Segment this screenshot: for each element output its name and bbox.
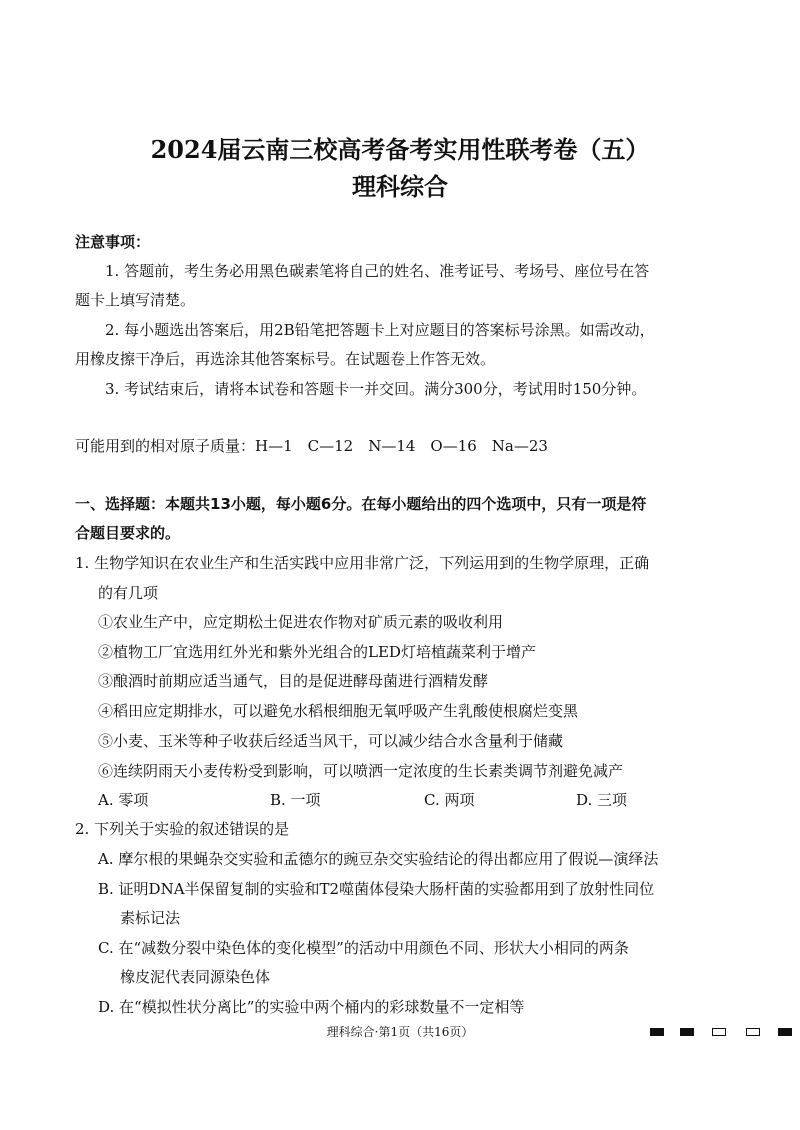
question-1-statement-1: ①农业生产中，应定期松土促进农作物对矿质元素的吸收利用 bbox=[98, 613, 504, 631]
question-1-statement-6: ⑥连续阴雨天小麦传粉受到影响，可以喷洒一定浓度的生长素类调节剂避免减产 bbox=[98, 762, 624, 780]
question-1-option-b: B. 一项 bbox=[270, 791, 321, 809]
atomic-masses: 可能用到的相对原子质量：H—1 C—12 N—14 O—16 Na—23 bbox=[75, 437, 548, 455]
question-1-statement-5: ⑤小麦、玉米等种子收获后经适当风干，可以减少结合水含量利于储藏 bbox=[98, 732, 564, 750]
question-1-option-a: A. 零项 bbox=[98, 791, 149, 809]
page-marker-filled bbox=[778, 1028, 792, 1036]
question-1-stem-line-2: 的有几项 bbox=[98, 584, 159, 602]
question-1-statement-4: ④稻田应定期排水，可以避免水稻根细胞无氧呼吸产生乳酸使根腐烂变黑 bbox=[98, 702, 579, 720]
question-2-option-c-line-1: C. 在“减数分裂中染色体的变化模型”的活动中用颜色不同、形状大小相同的两条 bbox=[98, 939, 629, 957]
page-marker-filled bbox=[680, 1028, 694, 1036]
question-1-statement-3: ③酿酒时前期应适当通气，目的是促进酵母菌进行酒精发酵 bbox=[98, 672, 489, 690]
question-1-stem-line-1: 1. 生物学知识在农业生产和生活实践中应用非常广泛，下列运用到的生物学原理，正确 bbox=[75, 554, 650, 572]
notice-heading: 注意事项： bbox=[75, 233, 151, 251]
exam-title: 2024届云南三校高考备考实用性联考卷（五） bbox=[150, 135, 650, 164]
question-2-option-b-line-2: 素标记法 bbox=[120, 909, 181, 927]
page-marker-empty bbox=[712, 1028, 726, 1036]
notice-item-1-line-2: 题卡上填写清楚。 bbox=[75, 291, 196, 309]
notice-item-2-line-2: 用橡皮擦干净后，再选涂其他答案标号。在试题卷上作答无效。 bbox=[75, 350, 496, 368]
question-1-option-c: C. 两项 bbox=[424, 791, 475, 809]
notice-item-1-line-1: 1. 答题前，考生务必用黑色碳素笔将自己的姓名、准考证号、考场号、座位号在答 bbox=[105, 262, 650, 280]
question-1-statement-2: ②植物工厂宜选用红外光和紫外光组合的LED灯培植蔬菜利于增产 bbox=[98, 643, 536, 661]
question-1-option-d: D. 三项 bbox=[576, 791, 628, 809]
exam-subtitle: 理科综合 bbox=[352, 172, 448, 201]
question-2-stem: 2. 下列关于实验的叙述错误的是 bbox=[75, 820, 290, 838]
question-2-option-b-line-1: B. 证明DNA半保留复制的实验和T2噬菌体侵染大肠杆菌的实验都用到了放射性同位 bbox=[98, 880, 655, 898]
notice-item-2-line-1: 2. 每小题选出答案后，用2B铅笔把答题卡上对应题目的答案标号涂黑。如需改动， bbox=[105, 321, 655, 339]
section-1-heading-line-1: 一、选择题：本题共13小题，每小题6分。在每小题给出的四个选项中，只有一项是符 bbox=[75, 495, 647, 513]
section-1-heading-line-2: 合题目要求的。 bbox=[75, 524, 181, 542]
page-marker-empty bbox=[746, 1028, 760, 1036]
page-footer: 理科综合·第1页（共16页） bbox=[326, 1025, 474, 1039]
page-marker-filled bbox=[650, 1028, 664, 1036]
notice-item-3-line-1: 3. 考试结束后，请将本试卷和答题卡一并交回。满分300分，考试用时150分钟。 bbox=[105, 380, 647, 398]
question-2-option-c-line-2: 橡皮泥代表同源染色体 bbox=[120, 968, 271, 986]
question-2-option-a: A. 摩尔根的果蝇杂交实验和孟德尔的豌豆杂交实验结论的得出都应用了假说—演绎法 bbox=[98, 850, 659, 868]
question-2-option-d: D. 在“模拟性状分离比”的实验中两个桶内的彩球数量不一定相等 bbox=[98, 998, 525, 1016]
